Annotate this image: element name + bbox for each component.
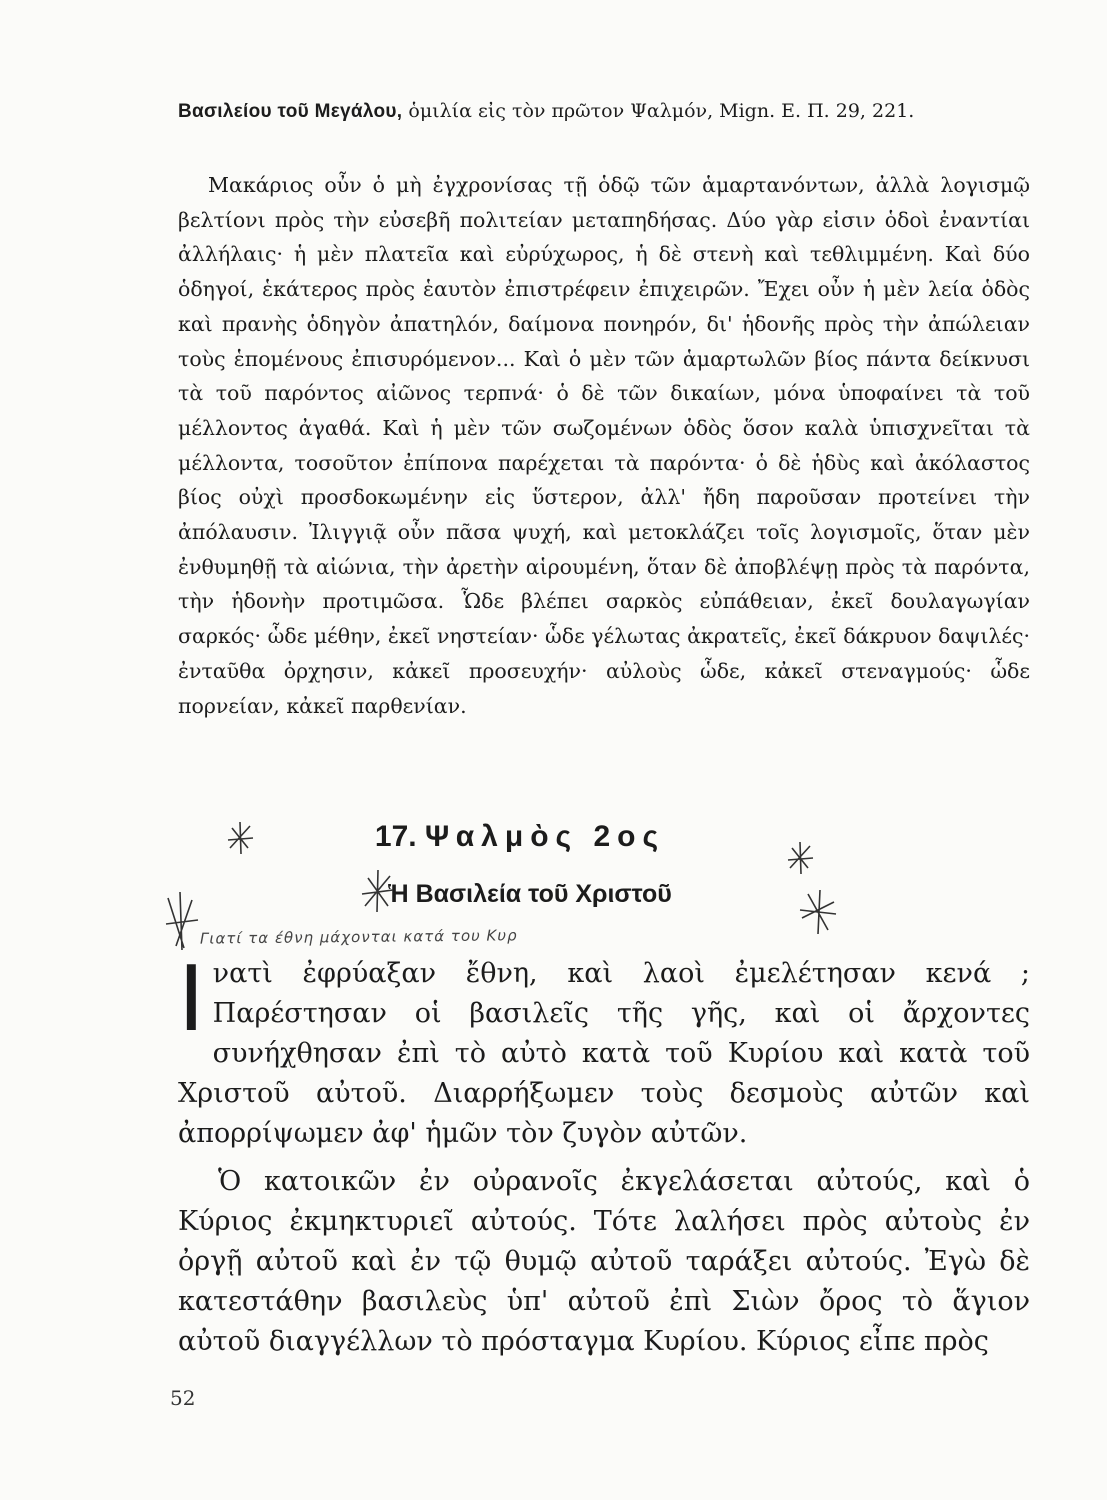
page-number: 52 — [170, 1386, 196, 1410]
citation — [178, 96, 1030, 127]
handwritten-note: Γιατί τα έθνη μάχονται κατά του Κυρ — [199, 926, 518, 948]
drop-cap: Ι — [178, 944, 205, 1051]
psalm-paragraph-first — [178, 944, 1030, 1154]
homily-text-block — [178, 168, 1030, 723]
psalm-number: 17. — [374, 820, 417, 853]
psalm-paragraph-first-text: νατὶ ἐφρύαξαν ἔθνη, καὶ λαοὶ ἐμελέτησαν κενά ; Παρέστησαν οἱ βασιλεῖς τῆς γῆς, καὶ οἱ ἄρχοντες συνήχθησαν ἐπὶ τὸ αὐτὸ κατὰ τοῦ Κυρίου καὶ κατὰ τοῦ Χριστοῦ αὐτοῦ. Διαρρήξωμεν τοὺς δεσμοὺς αὐτῶν καὶ ἀπορρίψωμεν ἀφ' ἡμῶν τὸν ζυγὸν αὐτῶν. — [178, 958, 1030, 1149]
pen-asterisk-mark — [798, 888, 838, 936]
psalm-subtitle: Ἡ Βασιλεία τοῦ Χριστοῦ — [388, 880, 672, 908]
psalm-title: Ψαλμὸς 2ος — [424, 820, 666, 853]
pen-asterisk-mark — [162, 890, 202, 952]
psalm-text-block — [178, 944, 1030, 1370]
citation-author: Βασιλείου τοῦ Μεγάλου, — [178, 101, 403, 122]
citation-source: ὁμιλία εἰς τὸν πρῶτον Ψαλμόν, Mign. Ε. Π. 29, 221. — [402, 100, 915, 122]
psalm-heading — [200, 820, 840, 854]
psalm-paragraph-second: Ὁ κατοικῶν ἐν οὐρανοῖς ἐκγελάσεται αὐτούς, καὶ ὁ Κύριος ἐκμηκτυριεῖ αὐτούς. Τότε λαλήσει πρὸς αὐτοὺς ἐν ὀργῇ αὐτοῦ καὶ ἐν τῷ θυμῷ αὐτοῦ ταράξει αὐτούς. Ἐγὼ δὲ κατεστάθην βασιλεὺς ὑπ' αὐτοῦ ἐπὶ Σιὼν ὄρος τὸ ἅγιον αὐτοῦ διαγγέλλων τὸ πρόσταγμα Κυρίου. Κύριος εἶπε πρὸς — [178, 1166, 1030, 1357]
homily-paragraph: Μακάριος οὖν ὁ μὴ ἐγχρονίσας τῇ ὁδῷ τῶν ἁμαρτανόντων, ἀλλὰ λογισμῷ βελτίονι πρὸς τὴν εὐσεβῆ πολιτείαν μεταπηδήσας. Δύο γὰρ εἰσιν ὁδοὶ ἐναντίαι ἀλλήλαις· ἡ μὲν πλατεῖα καὶ εὐρύχωρος, ἡ δὲ στενὴ καὶ τεθλιμμένη. Καὶ δύο ὁδηγοί, ἑκάτερος πρὸς ἑαυτὸν ἐπιστρέφειν ἐπιχειρῶν. Ἔχει οὖν ἡ μὲν λεία ὁδὸς καὶ πρανὴς ὁδηγὸν ἀπατηλόν, δαίμονα πονηρόν, δι' ἡδονῆς πρὸς τὴν ἀπώλειαν τοὺς ἑπομένους ἐπισυρόμενον... Καὶ ὁ μὲν τῶν ἁμαρτωλῶν βίος πάντα δείκνυσι τὰ τοῦ παρόντος αἰῶνος τερπνά· ὁ δὲ τῶν δικαίων, μόνα ὑποφαίνει τὰ τοῦ μέλλοντος ἀγαθά. Καὶ ἡ μὲν τῶν σωζομένων ὁδὸς ὅσον καλὰ ὑπισχνεῖται τὰ μέλλοντα, τοσοῦτον ἐπίπονα παρέχεται τὰ παρόντα· ὁ δὲ ἡδὺς καὶ ἀκόλαστος βίος οὐχὶ προσδοκωμένην εἰς ὕστερον, ἀλλ' ἤδη παροῦσαν προτείνει τὴν ἀπόλαυσιν. Ἰλιγγιᾷ οὖν πᾶσα ψυχή, καὶ μετοκλάζει τοῖς λογισμοῖς, ὅταν μὲν ἐνθυμηθῇ τὰ αἰώνια, τὴν ἀρετὴν αἱρουμένη, ὅταν δὲ ἀποβλέψῃ πρὸς τὰ παρόντα, τὴν ἡδονὴν προτιμῶσα. Ὧδε βλέπει σαρκὸς εὐπάθειαν, ἐκεῖ δουλαγωγίαν σαρκός· ὧδε μέθην, ἐκεῖ νηστείαν· ὧδε γέλωτας ἀκρατεῖς, ἐκεῖ δάκρυον δαψιλές· ἐνταῦθα ὀρχησιν, κἀκεῖ προσευχήν· αὐλοὺς ὧδε, κἀκεῖ στεναγμούς· ὧδε πορνείαν, κἀκεῖ παρθενίαν. — [178, 173, 1030, 718]
